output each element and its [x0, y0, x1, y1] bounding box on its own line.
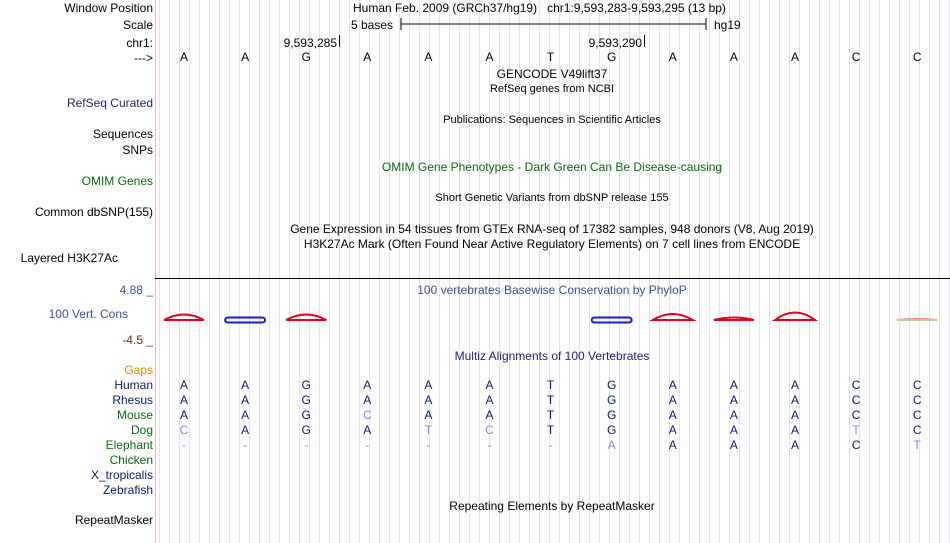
base: A [668, 423, 677, 437]
base: G [301, 378, 311, 392]
base: G [301, 423, 311, 437]
conservation-peak [164, 315, 204, 321]
label-divider [155, 0, 156, 543]
base: A [363, 378, 372, 392]
species-label: Rhesus [112, 393, 153, 407]
base: G [607, 378, 617, 392]
species-label: Human [114, 378, 153, 392]
multiz-track-title[interactable]: Multiz Alignments of 100 Vertebrates [454, 349, 650, 363]
base: A [424, 378, 433, 392]
base: G [301, 50, 311, 64]
base: A [363, 50, 372, 64]
base: C [912, 408, 922, 422]
species-label: X_tropicalis [90, 468, 153, 482]
h3k27ac-track-label[interactable]: Layered H3K27Ac [20, 251, 118, 265]
base: G [301, 408, 311, 422]
omim-track-label[interactable]: OMIM Genes [81, 174, 153, 188]
refseq-track-label[interactable]: RefSeq Curated [66, 96, 153, 110]
base: - [426, 438, 431, 452]
base: C [362, 408, 372, 422]
gtex-track-title[interactable]: Gene Expression in 54 tissues from GTEx RNA-seq of 17382 samples, 948 donors (V8, Aug 2019) [290, 222, 814, 236]
base: A [241, 393, 250, 407]
base: A [729, 393, 738, 407]
base: C [851, 393, 861, 407]
base: A [179, 50, 188, 64]
base: A [668, 408, 677, 422]
cons-max-label: 4.88 _ [119, 283, 153, 297]
base: A [241, 50, 250, 64]
base: A [485, 393, 494, 407]
conservation-trough [225, 318, 265, 323]
base: A [241, 408, 250, 422]
base: A [790, 423, 799, 437]
alignment-row [154, 438, 950, 452]
dbsnp-track-title[interactable]: Short Genetic Variants from dbSNP release 155 [435, 192, 669, 204]
base: C [851, 438, 861, 452]
gaps-label: Gaps [124, 363, 153, 377]
alignment-row [154, 378, 950, 392]
base: A [729, 408, 738, 422]
cons-min-label: -4.5 _ [122, 333, 153, 347]
base: C [179, 423, 189, 437]
base: A [729, 50, 738, 64]
base: G [607, 50, 617, 64]
base: A [241, 378, 250, 392]
refseq-track-title[interactable]: RefSeq genes from NCBI [489, 83, 615, 95]
repeatmasker-track-title[interactable]: Repeating Elements by RepeatMasker [449, 499, 655, 513]
assembly-title [353, 1, 726, 15]
base: - [365, 438, 370, 452]
scale-text: 5 bases [351, 18, 394, 32]
base: A [729, 378, 738, 392]
base: A [729, 438, 738, 452]
base: C [912, 378, 922, 392]
base: A [668, 378, 677, 392]
base: A [179, 378, 188, 392]
scale-label: Scale [122, 18, 153, 32]
base: A [790, 408, 799, 422]
base: A [179, 408, 188, 422]
base: C [851, 408, 861, 422]
base: A [363, 423, 372, 437]
conservation-peak [775, 313, 815, 321]
reference-sequence [154, 50, 950, 64]
base: G [607, 423, 617, 437]
conservation-peak [714, 318, 754, 321]
base: A [790, 438, 799, 452]
base: C [912, 393, 922, 407]
base: T [546, 393, 555, 407]
species-label: Zebrafish [102, 483, 153, 497]
alignment-row [154, 423, 950, 437]
sequences-track-label[interactable]: Sequences [92, 127, 153, 141]
base: A [729, 423, 738, 437]
publications-track-title[interactable]: Publications: Sequences in Scientific Articles [443, 114, 661, 126]
strand-label: ---> [134, 51, 153, 65]
species-label: Dog [130, 423, 153, 437]
base: A [424, 408, 433, 422]
alignment-row [154, 408, 950, 422]
base: A [485, 408, 494, 422]
base: G [607, 408, 617, 422]
base: A [790, 378, 799, 392]
window-position[interactable]: chr1:9,593,283-9,593,295 (13 bp) [547, 1, 726, 15]
chrom-label: chr1: [126, 36, 153, 50]
base: A [424, 393, 433, 407]
base: C [851, 378, 861, 392]
base: C [912, 423, 922, 437]
conservation-trough [592, 318, 632, 323]
base: C [485, 423, 494, 437]
base: G [607, 393, 617, 407]
scale-db: hg19 [714, 18, 741, 32]
coord-tick-label: 9,593,290 [588, 36, 642, 50]
species-label: Mouse [116, 408, 153, 422]
coord-tick [339, 35, 340, 47]
base: A [179, 393, 188, 407]
species-label: Elephant [105, 438, 153, 452]
omim-track-title[interactable]: OMIM Gene Phenotypes - Dark Green Can Be Disease-causing [381, 160, 723, 174]
base: - [548, 438, 553, 452]
base: A [607, 438, 616, 452]
conservation-peak [286, 315, 326, 321]
coord-tick [644, 35, 645, 47]
species-label: Chicken [109, 453, 153, 467]
assembly-name: Human Feb. 2009 (GRCh37/hg19) [353, 1, 538, 15]
base: - [487, 438, 492, 452]
base: T [852, 423, 860, 437]
base: A [668, 438, 677, 452]
base: G [301, 393, 311, 407]
base: T [546, 378, 555, 392]
window-position-label: Window Position [64, 1, 153, 15]
base: T [546, 50, 555, 64]
base: T [546, 423, 555, 437]
base: T [546, 408, 555, 422]
base: C [912, 50, 922, 64]
alignment-row [154, 393, 950, 407]
base: T [913, 438, 921, 452]
gencode-track-title[interactable]: GENCODE V49lift37 [496, 67, 608, 81]
base: - [304, 438, 309, 452]
base: - [243, 438, 248, 452]
base: C [851, 50, 861, 64]
dbsnp-track-label[interactable]: Common dbSNP(155) [34, 205, 153, 219]
base: A [790, 393, 799, 407]
base: A [241, 423, 250, 437]
base: A [363, 393, 372, 407]
base: A [790, 50, 799, 64]
coord-tick-label: 9,593,285 [283, 36, 337, 50]
base: A [485, 378, 494, 392]
h3k27ac-track-title[interactable]: H3K27Ac Mark (Often Found Near Active Regulatory Elements) on 7 cell lines from ENCODE [303, 237, 801, 251]
base: A [424, 50, 433, 64]
base: T [424, 423, 433, 437]
cons-track-label[interactable]: 100 Vert. Cons [48, 307, 128, 321]
base: A [485, 50, 494, 64]
conservation-peak [653, 314, 693, 320]
track-group-divider [155, 278, 950, 279]
base: A [668, 393, 677, 407]
phylop-conservation-plot[interactable] [155, 305, 950, 335]
repeatmasker-track-label[interactable]: RepeatMasker [74, 513, 153, 527]
scale-bar [400, 17, 707, 31]
base: - [182, 438, 186, 452]
phylop-track-title[interactable]: 100 vertebrates Basewise Conservation by PhyloP [417, 283, 687, 297]
base: A [668, 50, 677, 64]
snps-track-label[interactable]: SNPs [122, 143, 153, 157]
